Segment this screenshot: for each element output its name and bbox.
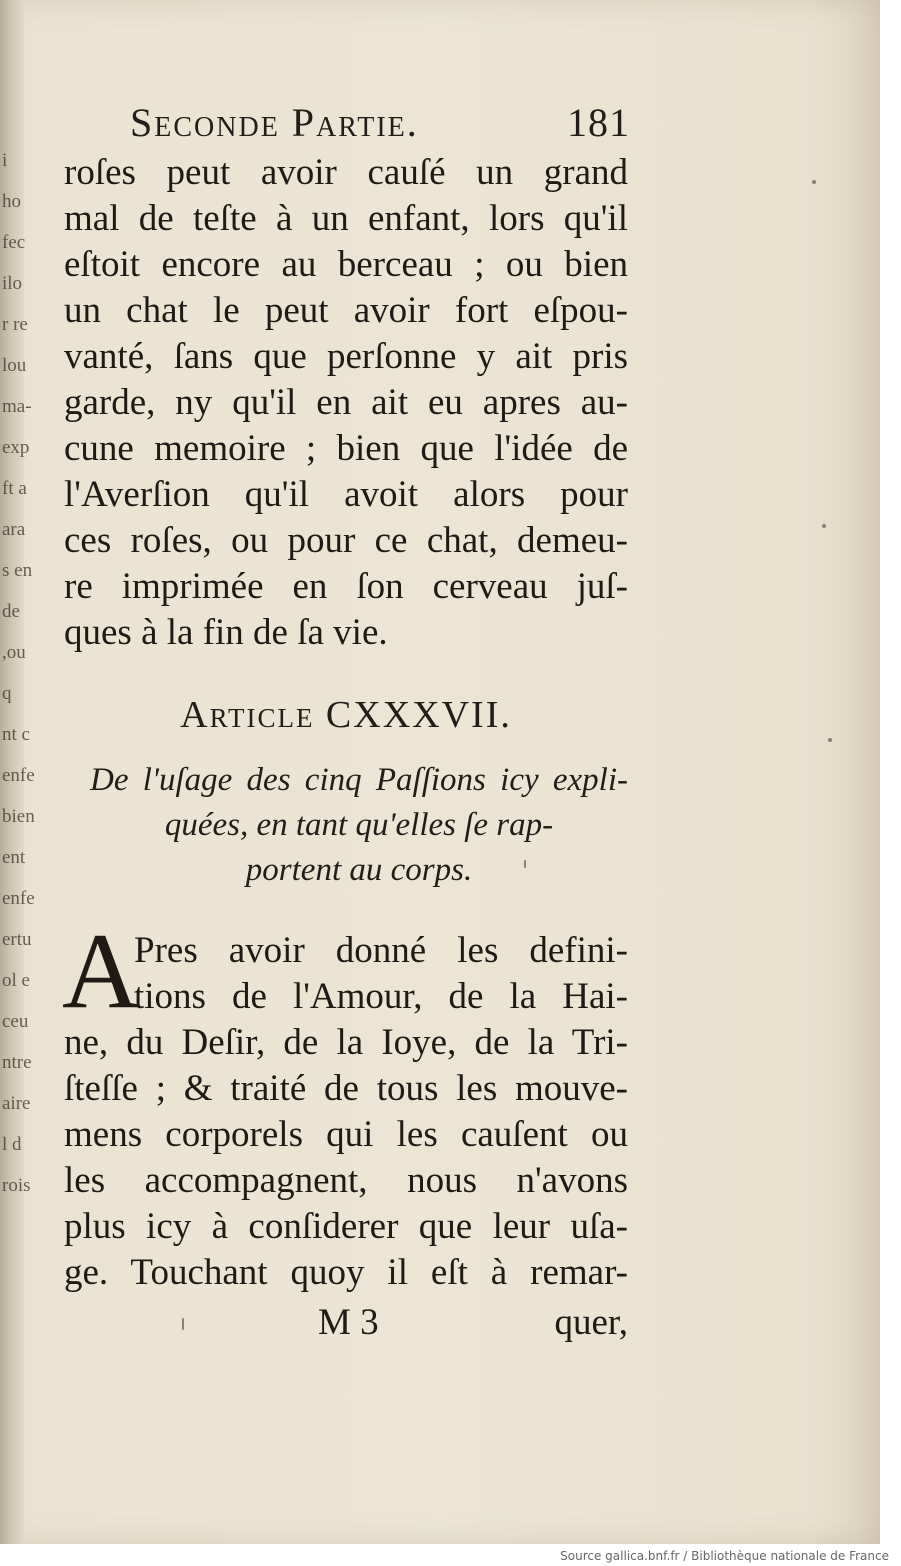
gutter-fragment: ,ou <box>2 642 26 663</box>
gutter-fragment: de <box>2 601 20 622</box>
signature-mark: M 3 <box>318 1302 379 1343</box>
gutter-fragment: ho <box>2 191 21 212</box>
facing-page-gutter <box>0 0 35 1544</box>
article-body <box>62 912 628 1296</box>
text-line: garde, ny qu'il en ait eu apres au- <box>64 382 628 423</box>
text-line: ces roſes, ou pour ce chat, demeu- <box>64 520 628 561</box>
paper-speck <box>822 524 826 528</box>
gutter-fragment: ft a <box>2 478 27 499</box>
page-footer <box>64 1300 628 1346</box>
summary-line: portent au corps. <box>245 852 473 888</box>
text-line: les accompagnent, nous n'avons <box>64 1160 628 1201</box>
catchword: quer, <box>554 1302 628 1343</box>
gutter-fragment: fec <box>2 232 26 253</box>
text-line: eſtoit encore au berceau ; ou bien <box>64 244 628 285</box>
summary-line: De l'uſage des cinq Paſſions icy expli- <box>90 762 628 798</box>
gutter-fragment: i <box>2 150 8 171</box>
paper-speck <box>812 180 816 184</box>
gutter-fragment: ertu <box>2 929 32 950</box>
source-credit: Source gallica.bnf.fr / Bibliothèque nationale de France <box>560 1549 889 1563</box>
gutter-fragment: ma- <box>2 396 32 417</box>
text-line: ne, du Deſir, de la Ioye, de la Tri- <box>64 1022 628 1063</box>
facing-page-text-fragments <box>2 140 35 1206</box>
gutter-fragment: ntre <box>2 1052 32 1073</box>
gutter-fragment: ilo <box>2 273 23 294</box>
gutter-fragment: rois <box>2 1175 31 1196</box>
gutter-fragment: enfe <box>2 888 35 909</box>
gutter-fragment: q <box>2 683 12 704</box>
gutter-fragment: nt c <box>2 724 30 745</box>
article-summary <box>90 758 628 893</box>
gutter-fragment: ol e <box>2 970 30 991</box>
continued-paragraph <box>64 150 628 656</box>
text-line: ſteſſe ; & traité de tous les mouve- <box>64 1068 628 1109</box>
text-line: vanté, ſans que perſonne y ait pris <box>64 336 628 377</box>
text-line: Pres avoir donné les defini- <box>134 930 628 971</box>
paper-speck <box>182 1318 184 1330</box>
gutter-fragment: lou <box>2 355 27 376</box>
gutter-fragment: ent <box>2 847 26 868</box>
page-number: 181 <box>567 100 630 145</box>
gutter-fragment: s en <box>2 560 33 581</box>
text-line: ques à la fin de ſa vie. <box>64 612 388 653</box>
gutter-fragment: r re <box>2 314 28 335</box>
gutter-fragment: exp <box>2 437 30 458</box>
text-line: roſes peut avoir cauſé un grand <box>64 152 628 193</box>
text-line: mal de teſte à un enfant, lors qu'il <box>64 198 628 239</box>
text-line: cune memoire ; bien que l'idée de <box>64 428 628 469</box>
gutter-fragment: enfe <box>2 765 35 786</box>
gutter-fragment: ara <box>2 519 26 540</box>
running-head-title: Seconde Partie. <box>130 100 419 145</box>
text-line: l'Averſion qu'il avoit alors pour <box>64 474 628 515</box>
drop-cap: A <box>62 912 140 1031</box>
gutter-fragment: ceu <box>2 1011 29 1032</box>
gutter-fragment: aire <box>2 1093 31 1114</box>
text-line: plus icy à conſiderer que leur uſa- <box>64 1206 628 1247</box>
gutter-fragment: l d <box>2 1134 22 1155</box>
text-line: tions de l'Amour, de la Hai- <box>134 976 628 1017</box>
text-line: re imprimée en ſon cerveau juſ- <box>64 566 628 607</box>
article-heading: Article CXXXVII. <box>180 694 512 736</box>
gutter-fragment: bien <box>2 806 35 827</box>
paper-speck <box>524 860 526 868</box>
text-line: mens corporels qui les cauſent ou <box>64 1114 628 1155</box>
text-line: ge. Touchant quoy il eſt à remar- <box>64 1252 628 1293</box>
text-line: un chat le peut avoir fort eſpou- <box>64 290 628 331</box>
paper-speck <box>828 738 832 742</box>
summary-line: quées, en tant qu'elles ſe rap- <box>164 807 554 843</box>
running-head <box>130 98 630 148</box>
